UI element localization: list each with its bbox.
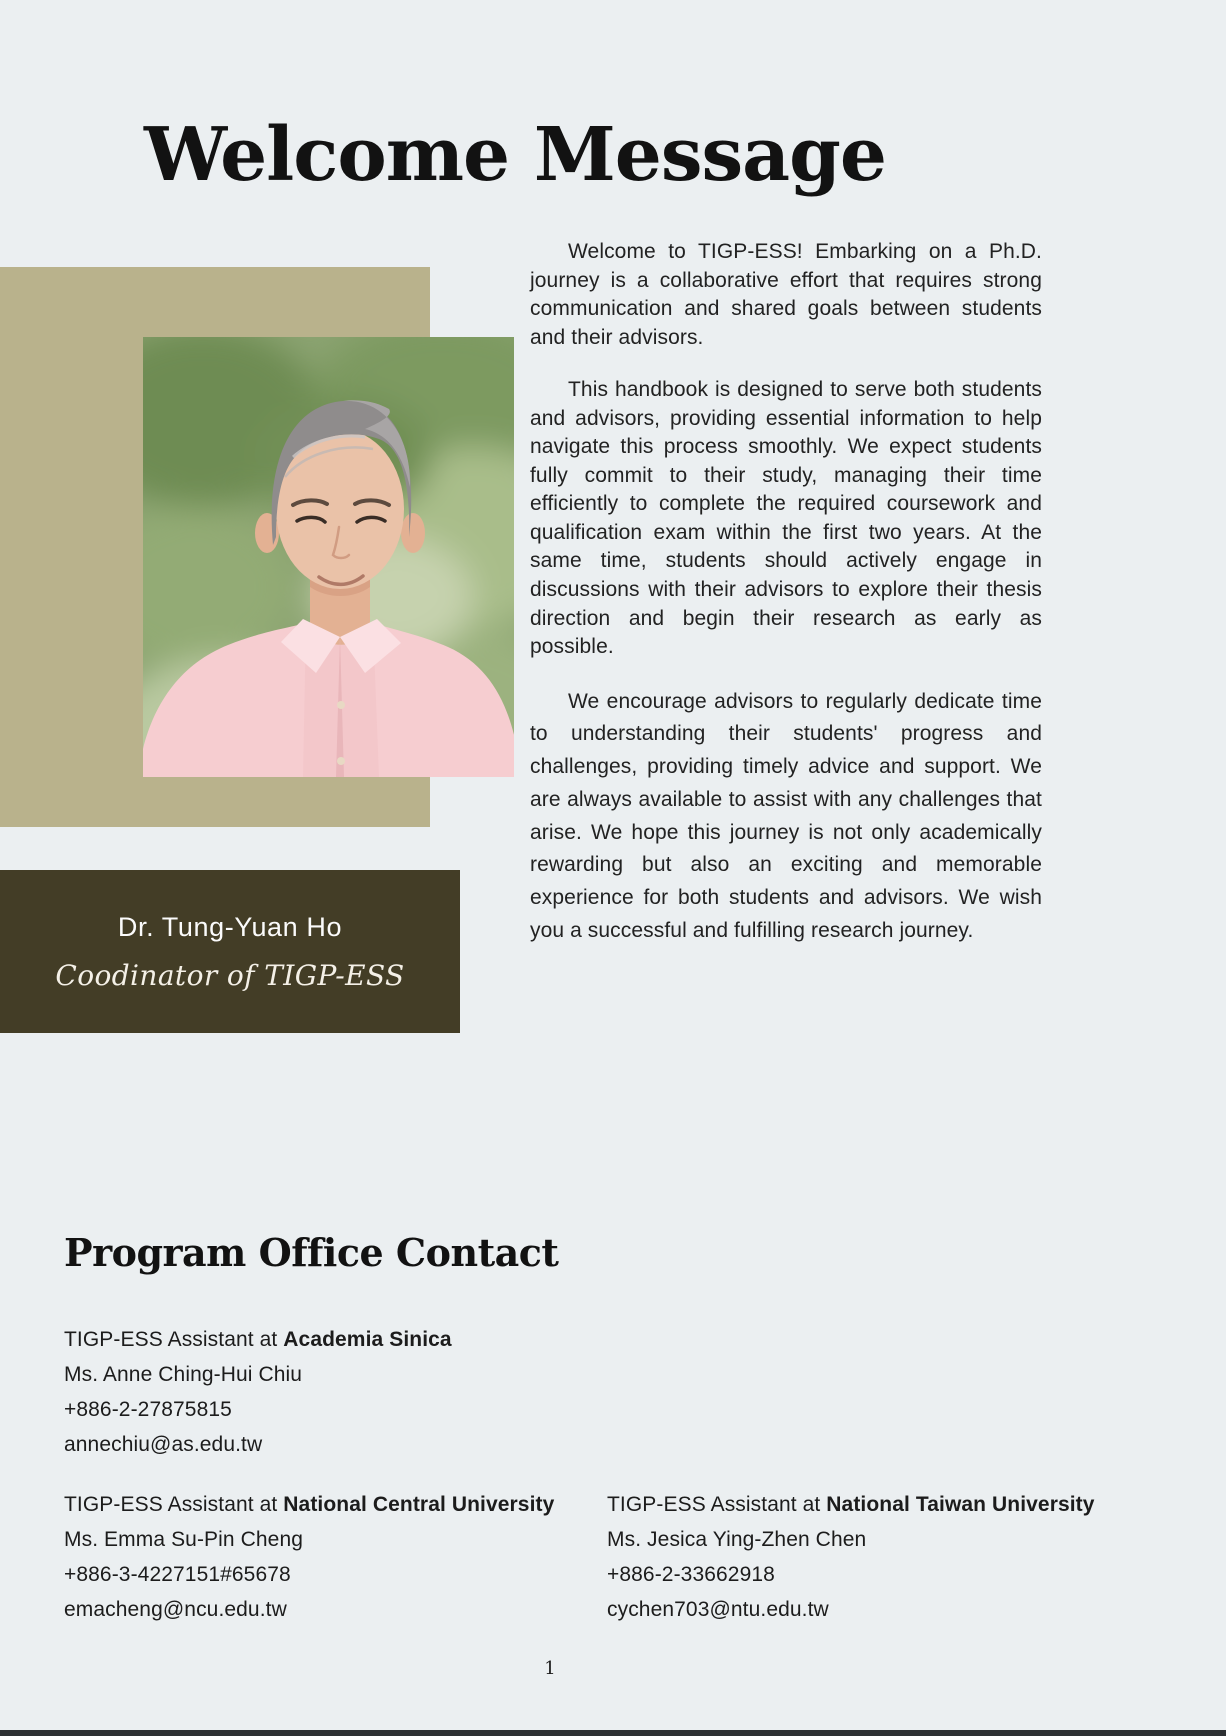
coordinator-banner — [0, 870, 460, 1033]
welcome-paragraph-2: This handbook is designed to serve both students and advisors, providing essential information to help navigate this process smoothly. We expect students fully commit to their study, managing their time efficiently to complete the required coursework and qualification exam within the first two years. At the same time, students should actively engage in discussions with their advisors to explore their thesis direction and begin their research as early as possible. — [530, 378, 1042, 659]
contact-institution: National Central University — [283, 1493, 555, 1516]
coordinator-role: Coodinator of TIGP-ESS — [55, 958, 405, 992]
contact-national-central-university — [64, 1487, 554, 1627]
page-title: Welcome Message — [144, 112, 886, 198]
contact-title-line — [64, 1322, 452, 1357]
contact-phone: +886-3-4227151#65678 — [64, 1563, 291, 1586]
contact-phone: +886-2-27875815 — [64, 1398, 232, 1421]
contact-prefix: TIGP-ESS Assistant at — [607, 1493, 827, 1516]
contact-prefix: TIGP-ESS Assistant at — [64, 1328, 284, 1351]
contact-institution: Academia Sinica — [283, 1328, 452, 1351]
contact-email: cychen703@ntu.edu.tw — [607, 1598, 829, 1621]
contact-institution: National Taiwan University — [826, 1493, 1095, 1516]
welcome-paragraph-1: Welcome to TIGP-ESS! Embarking on a Ph.D. journey is a collaborative effort that requires strong communication and shared goals between students and their advisors. — [530, 240, 1042, 349]
footer-bar — [0, 1730, 1226, 1736]
contact-person: Ms. Jesica Ying-Zhen Chen — [607, 1528, 867, 1551]
contact-national-taiwan-university — [607, 1487, 1095, 1627]
coordinator-name: Dr. Tung-Yuan Ho — [117, 911, 343, 942]
contact-section-heading: Program Office Contact — [64, 1230, 559, 1275]
portrait-photo-illustration — [143, 337, 514, 777]
contact-person: Ms. Emma Su-Pin Cheng — [64, 1528, 304, 1551]
contact-title-line — [607, 1487, 1095, 1522]
contact-email: emacheng@ncu.edu.tw — [64, 1598, 287, 1621]
contact-academia-sinica — [64, 1322, 452, 1462]
contact-person: Ms. Anne Ching-Hui Chiu — [64, 1363, 303, 1386]
portrait-photo — [143, 337, 514, 777]
contact-email: annechiu@as.edu.tw — [64, 1433, 263, 1456]
welcome-paragraph-3: We encourage advisors to regularly dedicate time to understanding their students' progress and challenges, providing timely advice and support. We are always available to assist with any challenges that arise. We hope this journey is not only academically rewarding but also an exciting and memorable experience for both students and advisors. We wish you a successful and fulfilling research journey. — [530, 689, 1042, 942]
contact-title-line — [64, 1487, 554, 1522]
page-number: 1 — [544, 1658, 556, 1679]
contact-phone: +886-2-33662918 — [607, 1563, 775, 1586]
welcome-text-column — [530, 238, 1042, 948]
contact-prefix: TIGP-ESS Assistant at — [64, 1493, 284, 1516]
